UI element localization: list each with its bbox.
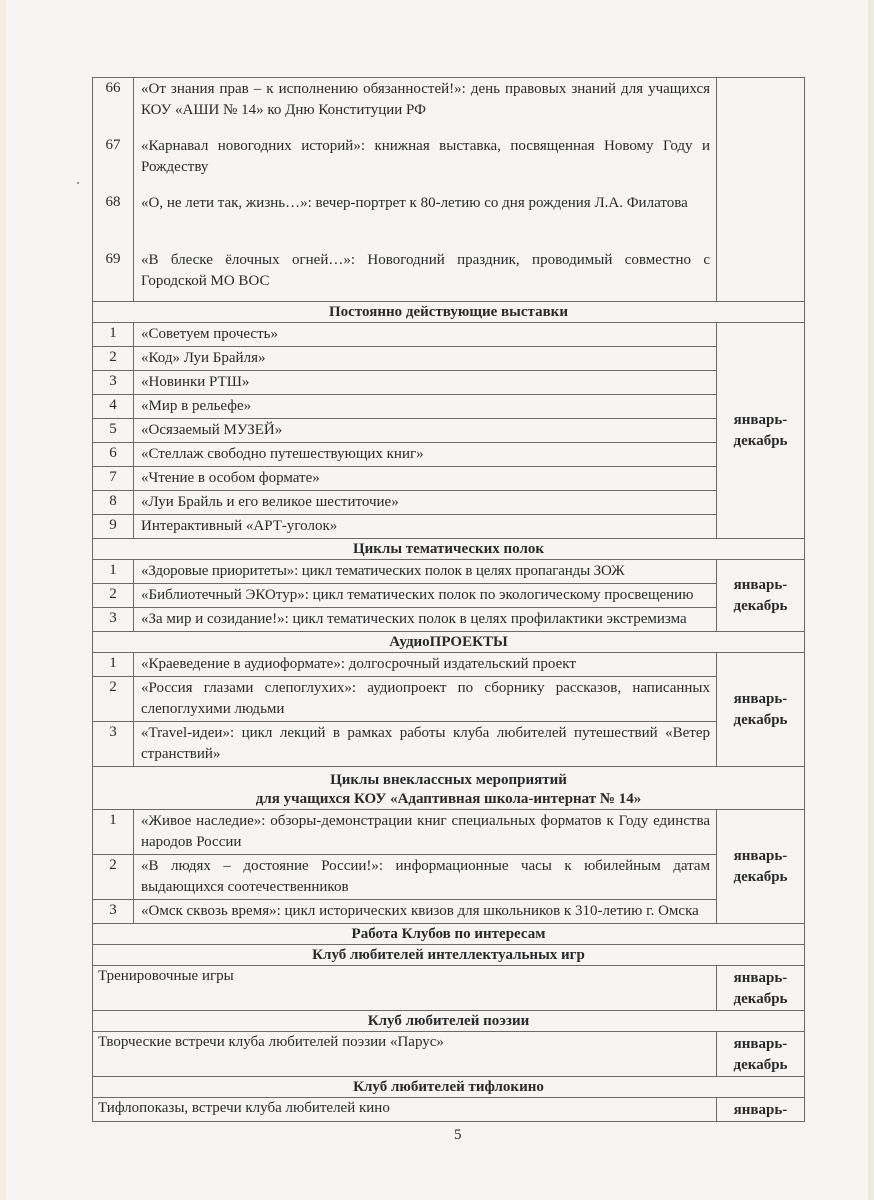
period-start: январь- xyxy=(733,970,788,986)
item-text: «Мир в рельефе» xyxy=(133,395,716,418)
section-title-exhibitions: Постоянно действующие выставки xyxy=(92,302,805,323)
events-block xyxy=(92,78,805,302)
item-number: 2 xyxy=(109,857,117,873)
list-item xyxy=(93,653,716,677)
club-row xyxy=(92,1032,805,1077)
page-edge-right xyxy=(868,0,874,1200)
list-item xyxy=(93,323,716,347)
club-row xyxy=(92,966,805,1011)
period-end: декабрь xyxy=(733,432,788,449)
section-title-audio-projects: АудиоПРОЕКТЫ xyxy=(92,632,805,653)
period-cell xyxy=(717,1098,804,1121)
club-activity: Тренировочные игры xyxy=(93,966,717,1010)
event-text: «О, не лети так, жизнь…»: вечер-портрет к 80-летию со дня рождения Л.А. Филатова xyxy=(133,192,716,249)
item-number: 1 xyxy=(109,562,117,578)
section-block-shelves xyxy=(92,560,805,632)
section-block-audio-projects xyxy=(92,653,805,767)
item-number: 3 xyxy=(109,373,117,389)
event-text: «В блеске ёлочных огней…»: Новогодний праздник, проводимый совместно с Городской МО ВОС xyxy=(133,249,716,301)
event-row xyxy=(93,135,716,192)
period-end: декабрь xyxy=(733,597,788,614)
period-cell xyxy=(717,966,804,1010)
period-cell xyxy=(717,323,804,538)
club-title: Клуб любителей тифлокино xyxy=(92,1077,805,1098)
club-title: Клуб любителей интеллектуальных игр xyxy=(92,945,805,966)
item-text: «Россия глазами слепоглухих»: аудиопроект по сборнику рассказов, написанных слепоглухими людьми xyxy=(133,677,716,721)
event-text: «Карнавал новогодних историй»: книжная выставка, посвященная Новому Году и Рождеству xyxy=(133,135,716,192)
section-title-line1: Циклы внеклассных мероприятий xyxy=(330,772,567,788)
period-start: январь- xyxy=(733,1102,788,1118)
period-start: январь- xyxy=(733,690,788,707)
club-activity: Тифлопоказы, встречи клуба любителей кино xyxy=(93,1098,717,1121)
list-item xyxy=(93,810,716,855)
clubs-title: Работа Клубов по интересам xyxy=(92,924,805,945)
item-text: «Travel-идеи»: цикл лекций в рамках работы клуба любителей путешествий «Ветер странствий» xyxy=(133,722,716,766)
item-number: 3 xyxy=(109,610,117,626)
period-cell xyxy=(717,1032,804,1076)
period-end: декабрь xyxy=(733,868,788,885)
list-item xyxy=(93,419,716,443)
period-start: январь- xyxy=(733,847,788,864)
list-item xyxy=(93,371,716,395)
item-text: «Стеллаж свободно путешествующих книг» xyxy=(133,443,716,466)
club-activity: Творческие встречи клуба любителей поэзии «Парус» xyxy=(93,1032,717,1076)
item-text: «Код» Луи Брайля» xyxy=(133,347,716,370)
list-item xyxy=(93,395,716,419)
item-number: 2 xyxy=(109,586,117,602)
item-text: «Омск сквозь время»: цикл исторических квизов для школьников к 310-летию г. Омска xyxy=(133,900,716,923)
period-end: декабрь xyxy=(733,711,788,728)
item-number: 6 xyxy=(109,445,117,461)
list-item xyxy=(93,347,716,371)
item-text: «Новинки РТШ» xyxy=(133,371,716,394)
section-block-extracurricular xyxy=(92,810,805,924)
period-cell xyxy=(717,560,804,631)
item-number: 1 xyxy=(109,325,117,341)
section-block-exhibitions xyxy=(92,323,805,539)
item-number: 1 xyxy=(109,812,117,828)
list-item xyxy=(93,560,716,584)
section-title-extracurricular xyxy=(92,767,805,810)
scan-speck xyxy=(77,182,79,184)
item-text: Интерактивный «АРТ-уголок» xyxy=(133,515,716,538)
list-item xyxy=(93,900,716,923)
item-number: 5 xyxy=(109,421,117,437)
item-number: 3 xyxy=(109,902,117,918)
item-text: «Живое наследие»: обзоры-демонстрации книг специальных форматов к Году единства народов России xyxy=(133,810,716,854)
list-item xyxy=(93,855,716,900)
item-text: «Здоровые приоритеты»: цикл тематических полок в целях пропаганды ЗОЖ xyxy=(133,560,716,583)
event-number: 66 xyxy=(105,80,121,96)
item-number: 9 xyxy=(109,517,117,533)
period-start: январь- xyxy=(733,1036,788,1052)
period-end: декабрь xyxy=(733,1057,788,1073)
item-text: «За мир и созидание!»: цикл тематических полок в целях профилактики экстремизма xyxy=(133,608,716,631)
page-edge-left xyxy=(0,0,6,1200)
event-row xyxy=(93,249,716,301)
list-item xyxy=(93,467,716,491)
page-number: 5 xyxy=(454,1127,462,1143)
event-number: 68 xyxy=(105,194,121,210)
item-number: 2 xyxy=(109,349,117,365)
item-text: «Луи Брайль и его великое шеститочие» xyxy=(133,491,716,514)
item-text: «Библиотечный ЭКОтур»: цикл тематических полок по экологическому просвещению xyxy=(133,584,716,607)
plan-table xyxy=(92,77,805,1122)
section-title-line2: для учащихся КОУ «Адаптивная школа-интернат № 14» xyxy=(255,791,642,807)
period-cell xyxy=(717,810,804,923)
events-period-cell xyxy=(717,78,804,301)
item-number: 1 xyxy=(109,655,117,671)
item-number: 8 xyxy=(109,493,117,509)
item-text: «В людях – достояние России!»: информационные часы к юбилейным датам выдающихся соотечественников xyxy=(133,855,716,899)
event-number: 67 xyxy=(105,137,121,153)
event-text: «От знания прав – к исполнению обязанностей!»: день правовых знаний для учащихся КОУ «АШИ № 14» ко Дню Конституции РФ xyxy=(133,78,716,135)
event-row xyxy=(93,78,716,135)
list-item xyxy=(93,722,716,766)
item-text: «Чтение в особом формате» xyxy=(133,467,716,490)
list-item xyxy=(93,491,716,515)
list-item xyxy=(93,443,716,467)
item-number: 2 xyxy=(109,679,117,695)
list-item xyxy=(93,584,716,608)
list-item xyxy=(93,608,716,631)
period-end: декабрь xyxy=(733,991,788,1007)
list-item xyxy=(93,677,716,722)
period-cell xyxy=(717,653,804,766)
list-item xyxy=(93,515,716,538)
period-start: январь- xyxy=(733,411,788,428)
club-title: Клуб любителей поэзии xyxy=(92,1011,805,1032)
item-number: 7 xyxy=(109,469,117,485)
item-number: 3 xyxy=(109,724,117,740)
item-text: «Краеведение в аудиоформате»: долгосрочный издательский проект xyxy=(133,653,716,676)
event-number: 69 xyxy=(105,251,121,267)
item-text: «Осязаемый МУЗЕЙ» xyxy=(133,419,716,442)
event-row xyxy=(93,192,716,249)
period-start: январь- xyxy=(733,576,788,593)
item-text: «Советуем прочесть» xyxy=(133,323,716,346)
club-row xyxy=(92,1098,805,1122)
section-title-shelves: Циклы тематических полок xyxy=(92,539,805,560)
item-number: 4 xyxy=(109,397,117,413)
